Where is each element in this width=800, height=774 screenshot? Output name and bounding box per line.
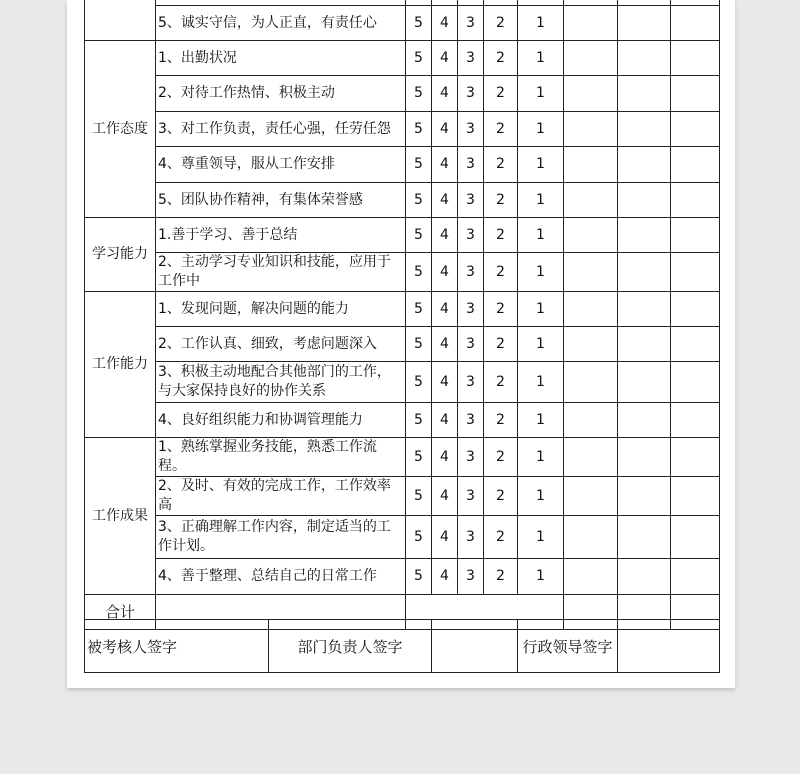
score-option-4[interactable]: 4: [432, 76, 458, 112]
score-option-5[interactable]: 5: [406, 403, 432, 438]
score-entry-cell[interactable]: [671, 6, 720, 41]
score-entry-cell[interactable]: [671, 362, 720, 403]
score-option-5[interactable]: 5: [406, 218, 432, 253]
table-row: [85, 147, 720, 183]
signature-row: [85, 620, 720, 673]
score-entry-cell[interactable]: [618, 516, 671, 559]
score-option-2[interactable]: 2: [484, 292, 518, 327]
category-cell: 工作能力: [85, 292, 156, 438]
evaluation-table: [84, 0, 720, 630]
score-entry-cell[interactable]: [618, 253, 671, 292]
category-cell: 工作成果: [85, 438, 156, 595]
score-option-1[interactable]: 1: [518, 516, 564, 559]
admin-leader-signature-field[interactable]: [618, 620, 720, 673]
table-row: [85, 559, 720, 595]
score-option-3[interactable]: 3: [458, 183, 484, 218]
score-option-4[interactable]: 4: [432, 183, 458, 218]
score-option-5[interactable]: 5: [406, 147, 432, 183]
score-option-2[interactable]: 2: [484, 183, 518, 218]
criterion-text: 4、善于整理、总结自己的日常工作: [156, 559, 406, 595]
score-option-1[interactable]: 1: [518, 112, 564, 147]
score-entry-cell[interactable]: [618, 559, 671, 595]
score-option-2[interactable]: 2: [484, 218, 518, 253]
score-option-1[interactable]: 1: [518, 218, 564, 253]
criterion-text: 3、对工作负责，责任心强，任劳任怨: [156, 112, 406, 147]
criterion-text: 2、及时、有效的完成工作，工作效率高: [156, 477, 406, 516]
score-entry-cell[interactable]: [671, 41, 720, 76]
score-entry-cell[interactable]: [618, 292, 671, 327]
score-option-1[interactable]: 1: [518, 362, 564, 403]
table-row: [85, 292, 720, 327]
criterion-text: 3、正确理解工作内容，制定适当的工作计划。: [156, 516, 406, 559]
criterion-text: 2、对待工作热情、积极主动: [156, 76, 406, 112]
score-option-4[interactable]: 4: [432, 218, 458, 253]
score-option-4[interactable]: 4: [432, 112, 458, 147]
score-option-2[interactable]: 2: [484, 253, 518, 292]
score-entry-cell[interactable]: [618, 183, 671, 218]
score-option-1[interactable]: 1: [518, 559, 564, 595]
score-option-4[interactable]: 4: [432, 41, 458, 76]
criterion-text: 3、积极主动地配合其他部门的工作，与大家保持良好的协作关系: [156, 362, 406, 403]
score-entry-cell[interactable]: [671, 327, 720, 362]
score-option-3[interactable]: 3: [458, 218, 484, 253]
score-option-1[interactable]: 1: [518, 253, 564, 292]
score-option-5[interactable]: 5: [406, 112, 432, 147]
criterion-text: 5、团队协作精神，有集体荣誉感: [156, 183, 406, 218]
score-entry-cell[interactable]: [618, 41, 671, 76]
score-option-2[interactable]: 2: [484, 403, 518, 438]
score-entry-cell[interactable]: [564, 76, 618, 112]
table-row: [85, 327, 720, 362]
score-option-3[interactable]: 3: [458, 327, 484, 362]
score-option-1[interactable]: 1: [518, 6, 564, 41]
table-row: [85, 41, 720, 76]
score-option-3[interactable]: 3: [458, 477, 484, 516]
score-option-1[interactable]: 1: [518, 76, 564, 112]
score-option-2[interactable]: 2: [484, 327, 518, 362]
table-row: [85, 403, 720, 438]
score-entry-cell[interactable]: [564, 292, 618, 327]
score-entry-cell[interactable]: [564, 362, 618, 403]
score-entry-cell[interactable]: [618, 6, 671, 41]
signature-table: [84, 619, 720, 673]
score-option-1[interactable]: 1: [518, 438, 564, 477]
score-option-3[interactable]: 3: [458, 438, 484, 477]
score-entry-cell[interactable]: [671, 403, 720, 438]
score-entry-cell[interactable]: [671, 112, 720, 147]
score-entry-cell[interactable]: [618, 477, 671, 516]
table-row: [85, 362, 720, 403]
score-entry-cell[interactable]: [618, 76, 671, 112]
score-option-3[interactable]: 3: [458, 516, 484, 559]
score-option-5[interactable]: 5: [406, 41, 432, 76]
score-entry-cell[interactable]: [564, 477, 618, 516]
criterion-text: 1、发现问题，解决问题的能力: [156, 292, 406, 327]
score-option-4[interactable]: 4: [432, 559, 458, 595]
score-entry-cell[interactable]: [671, 292, 720, 327]
table-row: [85, 6, 720, 41]
score-entry-cell[interactable]: [564, 6, 618, 41]
score-entry-cell[interactable]: [618, 362, 671, 403]
table-row: [85, 76, 720, 112]
score-entry-cell[interactable]: [671, 559, 720, 595]
score-option-4[interactable]: 4: [432, 327, 458, 362]
score-option-3[interactable]: 3: [458, 41, 484, 76]
criterion-text: 2、工作认真、细致，考虑问题深入: [156, 327, 406, 362]
appraisee-signature-label: 被考核人签字: [85, 620, 269, 673]
score-option-2[interactable]: 2: [484, 76, 518, 112]
score-option-1[interactable]: 1: [518, 477, 564, 516]
admin-leader-signature-label: 行政领导签字: [518, 620, 618, 673]
table-row: [85, 438, 720, 477]
score-entry-cell[interactable]: [618, 327, 671, 362]
score-entry-cell[interactable]: [564, 183, 618, 218]
table-row: [85, 253, 720, 292]
score-option-4[interactable]: 4: [432, 253, 458, 292]
score-entry-cell[interactable]: [564, 112, 618, 147]
score-option-4[interactable]: 4: [432, 403, 458, 438]
category-cell: 学习能力: [85, 218, 156, 292]
score-option-2[interactable]: 2: [484, 516, 518, 559]
score-option-2[interactable]: 2: [484, 559, 518, 595]
table-row: [85, 183, 720, 218]
score-option-5[interactable]: 5: [406, 477, 432, 516]
score-option-4[interactable]: 4: [432, 147, 458, 183]
score-option-1[interactable]: 1: [518, 292, 564, 327]
category-cell: [85, 0, 156, 41]
score-option-3[interactable]: 3: [458, 559, 484, 595]
score-entry-cell[interactable]: [618, 403, 671, 438]
category-cell: 工作态度: [85, 41, 156, 218]
score-option-3[interactable]: 3: [458, 76, 484, 112]
total-label: 合计: [85, 595, 156, 630]
score-option-4[interactable]: 4: [432, 516, 458, 559]
score-entry-cell[interactable]: [671, 218, 720, 253]
criterion-text: 5、诚实守信，为人正直，有责任心: [156, 6, 406, 41]
score-option-2[interactable]: 2: [484, 477, 518, 516]
score-entry-cell[interactable]: [671, 183, 720, 218]
score-entry-cell[interactable]: [671, 477, 720, 516]
score-option-4[interactable]: 4: [432, 477, 458, 516]
score-option-5[interactable]: 5: [406, 327, 432, 362]
score-option-3[interactable]: 3: [458, 147, 484, 183]
score-option-3[interactable]: 3: [458, 6, 484, 41]
score-entry-cell[interactable]: [564, 559, 618, 595]
score-entry-cell[interactable]: [618, 112, 671, 147]
score-entry-cell[interactable]: [564, 147, 618, 183]
department-head-signature-field[interactable]: [432, 620, 518, 673]
score-option-2[interactable]: 2: [484, 41, 518, 76]
score-entry-cell[interactable]: [671, 76, 720, 112]
score-entry-cell[interactable]: [564, 516, 618, 559]
score-option-3[interactable]: 3: [458, 112, 484, 147]
score-option-4[interactable]: 4: [432, 6, 458, 41]
score-entry-cell[interactable]: [671, 438, 720, 477]
criterion-text: 1.善于学习、善于总结: [156, 218, 406, 253]
score-option-5[interactable]: 5: [406, 516, 432, 559]
score-option-2[interactable]: 2: [484, 438, 518, 477]
score-option-1[interactable]: 1: [518, 183, 564, 218]
score-option-1[interactable]: 1: [518, 147, 564, 183]
score-option-5[interactable]: 5: [406, 6, 432, 41]
score-option-3[interactable]: 3: [458, 403, 484, 438]
table-row: [85, 218, 720, 253]
score-entry-cell[interactable]: [671, 516, 720, 559]
table-row: [85, 477, 720, 516]
score-option-3[interactable]: 3: [458, 292, 484, 327]
score-option-4[interactable]: 4: [432, 438, 458, 477]
score-option-5[interactable]: 5: [406, 253, 432, 292]
score-option-1[interactable]: 1: [518, 41, 564, 76]
score-entry-cell[interactable]: [564, 41, 618, 76]
score-option-3[interactable]: 3: [458, 362, 484, 403]
score-option-5[interactable]: 5: [406, 559, 432, 595]
score-option-2[interactable]: 2: [484, 147, 518, 183]
score-option-4[interactable]: 4: [432, 292, 458, 327]
score-option-5[interactable]: 5: [406, 292, 432, 327]
department-head-signature-label: 部门负责人签字: [269, 620, 432, 673]
score-entry-cell[interactable]: [564, 403, 618, 438]
score-entry-cell[interactable]: [671, 253, 720, 292]
score-option-1[interactable]: 1: [518, 403, 564, 438]
score-entry-cell[interactable]: [564, 438, 618, 477]
criterion-text: 4、良好组织能力和协调管理能力: [156, 403, 406, 438]
score-entry-cell[interactable]: [564, 218, 618, 253]
criterion-text: 4、尊重领导，服从工作安排: [156, 147, 406, 183]
score-entry-cell[interactable]: [671, 147, 720, 183]
score-option-5[interactable]: 5: [406, 438, 432, 477]
score-option-2[interactable]: 2: [484, 6, 518, 41]
score-option-1[interactable]: 1: [518, 327, 564, 362]
score-entry-cell[interactable]: [564, 253, 618, 292]
score-entry-cell[interactable]: [564, 327, 618, 362]
table-row: [85, 112, 720, 147]
score-option-5[interactable]: 5: [406, 183, 432, 218]
score-option-2[interactable]: 2: [484, 362, 518, 403]
score-option-5[interactable]: 5: [406, 76, 432, 112]
criterion-text: 1、熟练掌握业务技能，熟悉工作流程。: [156, 438, 406, 477]
score-option-2[interactable]: 2: [484, 112, 518, 147]
table-row: [85, 516, 720, 559]
criterion-text: 1、出勤状况: [156, 41, 406, 76]
score-option-5[interactable]: 5: [406, 362, 432, 403]
score-option-3[interactable]: 3: [458, 253, 484, 292]
criterion-text: 2、主动学习专业知识和技能，应用于工作中: [156, 253, 406, 292]
score-entry-cell[interactable]: [618, 147, 671, 183]
score-entry-cell[interactable]: [618, 438, 671, 477]
document-page: [67, 0, 735, 688]
score-entry-cell[interactable]: [618, 218, 671, 253]
score-option-4[interactable]: 4: [432, 362, 458, 403]
